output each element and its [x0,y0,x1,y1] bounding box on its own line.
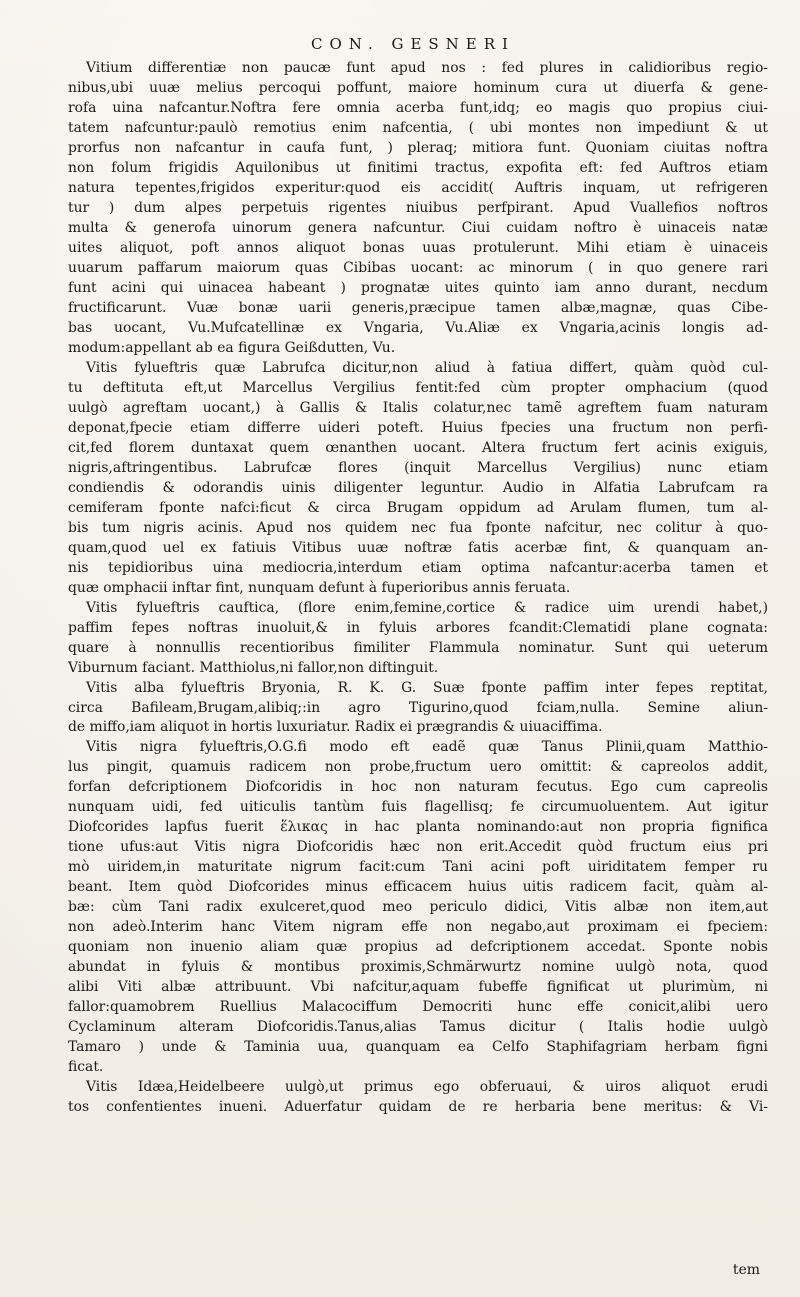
text-line: quoniam non inuenio aliam quæ propius ad defcriptionem accedat. Sponte nobis [68,939,768,956]
text-line: non adeò.Interim hanc Vitem nigram effe non negabo,aut proximam ei fpeciem: [68,919,768,936]
text-line: fructificarunt. Vuæ bonæ uarii generis,præcipue tamen albæ,magnæ, quas Cibe- [68,299,768,316]
catchword: tem [732,1262,760,1278]
text-line: circa Bafileam,Brugam,alibiq;:in agro Tigurino,quod fciam,nulla. Semine aliun- [68,699,768,716]
text-line: de miffo,iam aliquot in hortis luxuriatur. Radix ei prægrandis & uiuaciffima. [68,719,603,736]
text-line: Vitis Idæa,Heidelbeere uulgò,ut primus ego obferuaui, & uiros aliquot erudi [86,1079,768,1096]
text-line: quare à nonnullis recentioribus fimiliter Flammula nominatur. Sunt qui ueterum [68,639,768,656]
text-line: quam,quod uel ex fatiuis Vitibus uuæ noftræ fatis acerbæ fint, & quanquam an- [68,539,768,556]
text-line: bæ: cùm Tani radix exulceret,quod meo periculo didici, Vitis albæ non item,aut [68,899,768,916]
text-line: cit,fed florem duntaxat quem œnanthen uocant. Altera fructum fert acinis exiguis, [68,439,768,456]
text-line: modum:appellant ab ea figura Geißdutten, Vu. [68,339,396,356]
text-line: nis tepidioribus uina mediocria,interdum etiam optima nafcantur:acerba tamen et [68,559,768,576]
text-line: forfan defcriptionem Diofcoridis in hoc non naturam fecutus. Ego cum capreolis [68,779,768,796]
text-line: Vitis fylueftris cauftica, (flore enim,femine,cortice & radice uim urendi habet,) [86,599,768,616]
text-line: quæ omphacii inftar fint, nunquam defunt à fuperioribus annis feruata. [68,579,571,596]
text-line: fallor:quamobrem Ruellius Malacociffum Democriti hunc effe conicit,alibi uero [68,999,768,1016]
text-line: tur ) dum alpes perpetuis rigentes niuibus perfpirant. Apud Vuallefios noftros [68,199,768,216]
text-line: multa & generofa uinorum genera nafcuntur. Ciui cuidam noftro è uinaceis natæ [68,219,768,236]
text-line: deponat,fpecie etiam differre uideri poteft. Huius fpecies una fructum non perfi- [68,419,768,436]
text-line: Vitis alba fylueftris Bryonia, R. K. G. Suæ fponte paffim inter fepes reptitat, [86,679,768,696]
text-line: Diofcorides lapfus fuerit ἕλικας in hac planta nominando:aut non propria fignifica [68,819,768,836]
text-line: nibus,ubi uuæ melius percoqui poffunt, maiore hominum cura ut diuerfa & gene- [68,79,768,96]
text-line: Tamaro ) unde & Taminia uua, quanquam ea Celfo Staphifagriam herbam figni [68,1039,768,1056]
text-line: beant. Item quòd Diofcorides minus efficacem huius uitis radicem facit, quàm al- [68,879,768,896]
text-line: natura tepentes,frigidos experitur:quod eis accidit( Auftris inquam, ut refrigeren [68,179,768,196]
text-line: bis tum nigris acinis. Apud nos quidem nec fua fponte nafcitur, nec colitur à quo- [68,519,768,536]
text-line: bas uocant, Vu.Mufcatellinæ ex Vngaria, Vu.Aliæ ex Vngaria,acinis longis ad- [68,319,768,336]
text-line: Viburnum faciant. Matthiolus,ni fallor,non diftinguit. [68,659,439,676]
text-line: lus pingit, quamuis radicem non probe,fructum uero omittit: & capreolos addit, [68,759,768,776]
text-line: mò uiridem,in maturitate nigrum facit:cum Tani acini poft uiriditatem femper ru [68,859,768,876]
text-line: Vitis fylueftris quæ Labrufca dicitur,non aliud à fatiua differt, quàm quòd cul- [86,359,768,376]
text-line: cemiferam fponte nafci:ficut & circa Brugam oppidum ad Arulam flumen, tum al- [68,499,768,516]
text-line: uulgò agreftam uocant,) à Gallis & Italis colatur,nec tamẽ agreftem fuam naturam [68,399,768,416]
text-line: funt acini qui uinacea habeant ) prognatæ uites quinto iam anno durant, necdum [68,279,768,296]
body-text [68,59,768,1118]
text-line: uites aliquot, poft annos aliquot bonas uuas protulerunt. Mihi etiam è uinaceis [68,239,768,256]
text-line: tatem nafcuntur:paulò remotius enim nafcentia, ( ubi montes non impediunt & ut [68,119,768,136]
text-line: condiendis & odorandis uinis diligenter leguntur. Audio in Alfatia Labrufcam ra [68,479,768,496]
text-line: Vitis nigra fylueftris,O.G.fi modo eft eadẽ quæ Tanus Plinii,quam Matthio- [86,739,768,756]
text-line: rofa uina nafcantur.Noftra fere omnia acerba funt,idq; eo magis quo propius ciui- [68,99,768,116]
text-line: nigris,aftringentibus. Labrufcæ flores (inquit Marcellus Vergilius) nunc etiam [68,459,768,476]
text-line: Vitium differentiæ non paucæ funt apud nos : fed plures in calidioribus regio- [86,60,768,76]
text-line: nunquam uidi, fed uiticulis tantùm fuis flagellisq; fe circumuoluentem. Aut igitur [68,799,768,816]
text-line: ficat. [68,1059,104,1076]
text-line: tos confentientes inueni. Aduerfatur quidam de re herbaria bene meritus: & Vi- [68,1099,768,1116]
text-line: paffim fepes noftras inuoluit,& in fyluis arbores fcandit:Clematidi plane cognata: [68,619,768,636]
text-line: tu deftituta eft,ut Marcellus Vergilius fentit:fed cùm propter omphacium (quod [68,379,768,396]
text-line: alibi Viti albæ attribuunt. Vbi nafcitur,aquam fubeffe fignificat ut plurimùm, ni [68,979,768,996]
text-line: non folum frigidis Aquilonibus ut finitimi tractus, expofita eft: fed Auftros etiam [68,159,768,176]
text-line: tione ufus:aut Vitis nigra Diofcoridis hæc non erit.Accedit quòd fructum eius pri [68,839,768,856]
text-line: uuarum paffarum maiorum quas Cibibas uocant: ac minorum ( in quo genere rari [68,259,768,276]
text-line: abundat in fyluis & montibus proximis,Schmärwurtz nomine uulgò nota, quod [68,959,768,976]
running-header: CON. GESNERI [311,35,515,53]
text-line: Cyclaminum alteram Diofcoridis.Tanus,alias Tamus dicitur ( Italis hodie uulgò [68,1019,768,1036]
text-line: prorfus non nafcantur in caufa funt, ) pleraq; mitiora funt. Quoniam ciuitas noftra [68,139,768,156]
